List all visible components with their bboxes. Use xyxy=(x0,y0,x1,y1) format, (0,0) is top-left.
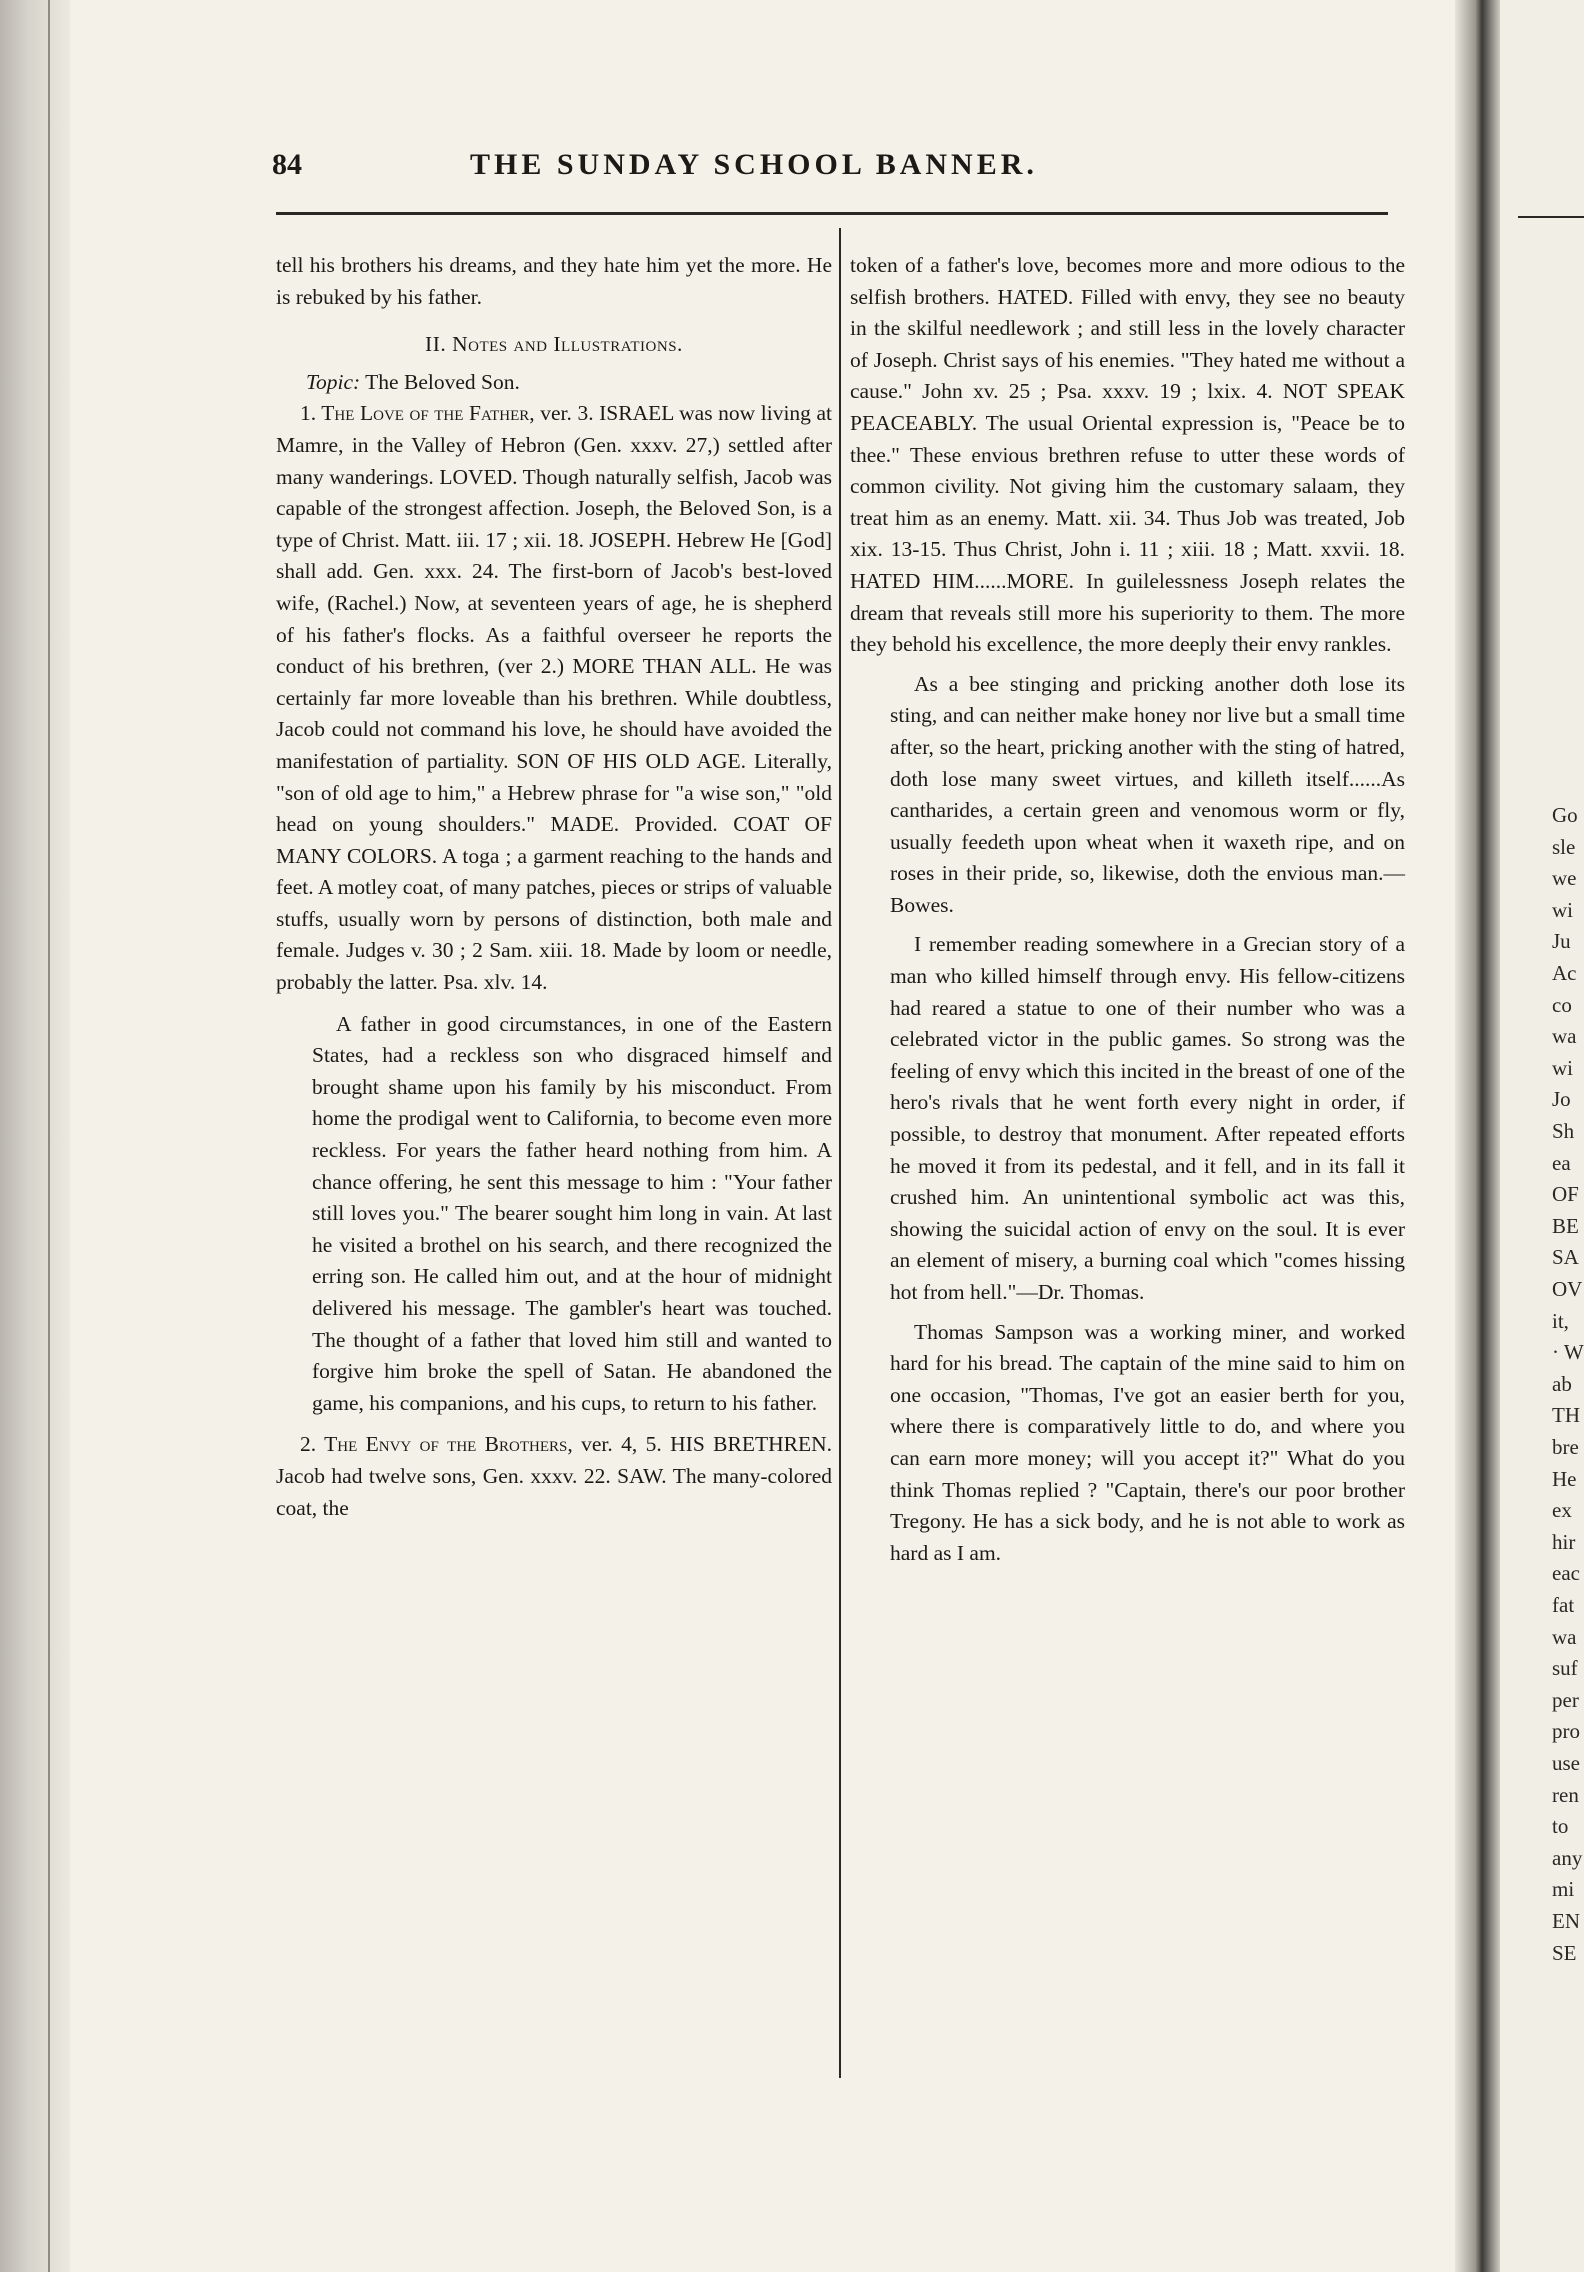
next-page-fragment: fat xyxy=(1552,1593,1575,1617)
topic-text: The Beloved Son. xyxy=(365,369,520,394)
next-page-fragment: pro xyxy=(1552,1719,1580,1744)
next-page-fragment: SA xyxy=(1552,1245,1579,1270)
next-page-fragment: ex xyxy=(1552,1498,1572,1523)
next-page-fragment: Ac xyxy=(1552,961,1577,985)
next-page-fragment: Go xyxy=(1552,803,1578,827)
next-page-edge xyxy=(1500,0,1584,2272)
book-left-edge xyxy=(0,0,70,2272)
left-column xyxy=(276,250,832,1524)
next-page-fragment: per xyxy=(1552,1687,1579,1712)
next-page-rule xyxy=(1518,216,1584,218)
note-2-text: ver. 4, 5. HIS BRETHREN. Jacob had twelve sons, Gen. xxxv. 22. SAW. The many-colored coat, the xyxy=(276,1432,832,1520)
topic-line xyxy=(276,367,832,399)
illustration-prodigal: A father in good circumstances, in one of the Eastern States, had a reckless son who disgraced himself and brought shame upon his family by his misconduct. From home the prodigal went to California, to become even more reckless. For years the father heard nothing from him. A chance offering, he sent this message to him : "Your father still loves you." The bearer sought him long in vain. At last he visited a brothel on his search, and there recognized the erring son. He called him out, and at the hour of midnight delivered his message. The gambler's heart was touched. The thought of a father that loved him still and wanted to forgive him broke the spell of Satan. He abandoned the game, his companions, and his cups, to return to his father. xyxy=(312,1011,832,1415)
next-page-fragment: suf xyxy=(1552,1656,1578,1681)
next-page-fragment: SE xyxy=(1552,1940,1577,1965)
next-page-fragment: TH xyxy=(1552,1403,1580,1428)
next-page-fragment: wa xyxy=(1552,1624,1577,1649)
next-page-fragment: wi xyxy=(1552,1055,1573,1080)
note-1-text: ver. 3. ISRAEL was now living at Mamre, in the Valley of Hebron (Gen. xxxv. 27,) settled after many wanderings. LOVED. Though naturally selfish, Jacob was capable of the strongest affection. Joseph, the Beloved Son, is a type of Christ. Matt. iii. 17 ; xii. 18. JOSEPH. Hebrew He [God] shall add. Gen. xxx. 24. The first-born of Jacob's best-loved wife, (Rachel.) Now, at seventeen years of age, he is shepherd of his father's flocks. As a faithful overseer he reports the conduct of his brethren, (ver 2.) MORE THAN ALL. He was certainly far more loveable than his brethren. While doubtless, Jacob could not command his love, he should have avoided the manifestation of partiality. SON OF HIS OLD AGE. Literally, "son of old age to him," a Hebrew phrase for "a wise son," "old head on young shoulders." MADE. Provided. COAT OF MANY COLORS. A toga ; a garment reaching to the hands and feet. A motley coat, of many patches, pieces or strips of valuable stuffs, usually worn by persons of distinction, both male and female. Judges v. 30 ; 2 Sam. xiii. 18. Made by loom or needle, probably the latter. Psa. xlv. 14. xyxy=(276,401,833,995)
topic-label: Topic: xyxy=(306,369,361,394)
page-number: 84 xyxy=(272,148,302,181)
note-paragraph-1 xyxy=(276,398,832,998)
note-1-lead: 1. The Love of the Father, xyxy=(300,401,535,426)
next-page-fragment: wi xyxy=(1552,897,1573,922)
next-page-fragment: any xyxy=(1552,1845,1583,1870)
next-page-fragment: OV xyxy=(1552,1277,1583,1301)
next-page-fragment: mi xyxy=(1552,1877,1575,1902)
next-page-fragment: eac xyxy=(1552,1561,1580,1586)
note-paragraph-2 xyxy=(276,1429,832,1524)
next-page-fragment: sle xyxy=(1552,834,1576,859)
section-heading: II. Notes and Illustrations. xyxy=(425,332,683,357)
next-page-fragment: OF xyxy=(1552,1182,1579,1207)
illustration-miner: Thomas Sampson was a working miner, and worked hard for his bread. The captain of the mine said to him on one occasion, "Thomas, I've got an easier berth for you, where there is comparatively little to do, and where you can earn more money; will you accept it?" What do you think Thomas replied ? "Captain, there's our poor brother Tregony. He has a sick body, and he is not able to work as hard as I am. xyxy=(890,1319,1405,1565)
next-page-fragment: ea xyxy=(1552,1150,1571,1175)
next-page-fragment: it, xyxy=(1552,1308,1569,1333)
next-page-fragment: ab xyxy=(1552,1371,1572,1396)
next-page-fragment: BE xyxy=(1552,1213,1579,1238)
next-page-fragment: He xyxy=(1552,1466,1577,1491)
header-rule xyxy=(276,212,1388,215)
note-2-lead: 2. The Envy of the Brothers, xyxy=(300,1432,573,1457)
next-page-fragment: · W xyxy=(1552,1340,1584,1365)
next-page-fragment: EN xyxy=(1552,1909,1580,1933)
next-page-fragment: ren xyxy=(1552,1782,1579,1807)
continuation-paragraph-right: token of a father's love, becomes more and more odious to the selfish brothers. HATED. Filled with envy, they see no beauty in the skilful needlework ; and still less in the lovely character of Joseph. Christ says of his enemies. "They hated me without a cause." John xv. 25 ; Psa. xxxv. 19 ; lxix. 4. NOT SPEAK PEACEABLY. The usual Oriental expression is, "Peace be to thee." These envious brethren refuse to utter these words of common civility. Not giving him the customary salaam, they treat him as an enemy. Matt. xii. 34. Thus Job was treated, Job xix. 13-15. Thus Christ, John i. 11 ; xiii. 18 ; Matt. xxvii. 18. HATED HIM......MORE. In guilelessness Joseph relates the dream that reveals still more his superiority to them. The more they behold his excellence, the more deeply their envy rankles. xyxy=(850,253,1405,657)
next-page-fragment: co xyxy=(1552,992,1572,1017)
next-page-fragment: we xyxy=(1552,866,1577,891)
right-column xyxy=(850,250,1405,1577)
next-page-fragment: Sh xyxy=(1552,1119,1575,1143)
next-page-fragment: Ju xyxy=(1552,929,1571,954)
column-divider xyxy=(839,228,841,2078)
illustration-statue: I remember reading somewhere in a Grecian story of a man who killed himself through envy. His fellow-citizens had reared a statue to one of their number who was a celebrated victor in the public games. So strong was the feeling of envy which this incited in the breast of one of the hero's rivals that he went forth every night in order, if possible, to destroy that monument. After repeated efforts he moved it from its pedestal, and it fell, and in its fall it crushed him. An unintentional symbolic act was this, showing the suicidal action of envy on the soul. It is ever an element of misery, a burning coal which "comes hissing hot from hell."—Dr. Thomas. xyxy=(890,932,1405,1304)
next-page-fragment: bre xyxy=(1552,1435,1579,1459)
running-head-title: THE SUNDAY SCHOOL BANNER. xyxy=(470,148,1038,181)
book-gutter xyxy=(1455,0,1500,2272)
continuation-paragraph: tell his brothers his dreams, and they hate him yet the more. He is rebuked by his father. xyxy=(276,253,832,309)
next-page-fragment: Jo xyxy=(1552,1087,1571,1112)
next-page-fragment: wa xyxy=(1552,1024,1577,1049)
next-page-fragment: to xyxy=(1552,1814,1569,1839)
next-page-fragment: use xyxy=(1552,1751,1580,1775)
next-page-fragment: hir xyxy=(1552,1529,1576,1554)
illustration-bee: As a bee stinging and pricking another doth lose its sting, and can neither make honey nor live but a small time after, so the heart, pricking another with the sting of hatred, doth lose many sweet virtues, and killeth itself......As cantharides, a certain green and venomous worm or fly, usually feedeth upon wheat when it waxeth ripe, and on roses in their pride, so, likewise, doth the envious man.—Bowes. xyxy=(890,671,1405,917)
